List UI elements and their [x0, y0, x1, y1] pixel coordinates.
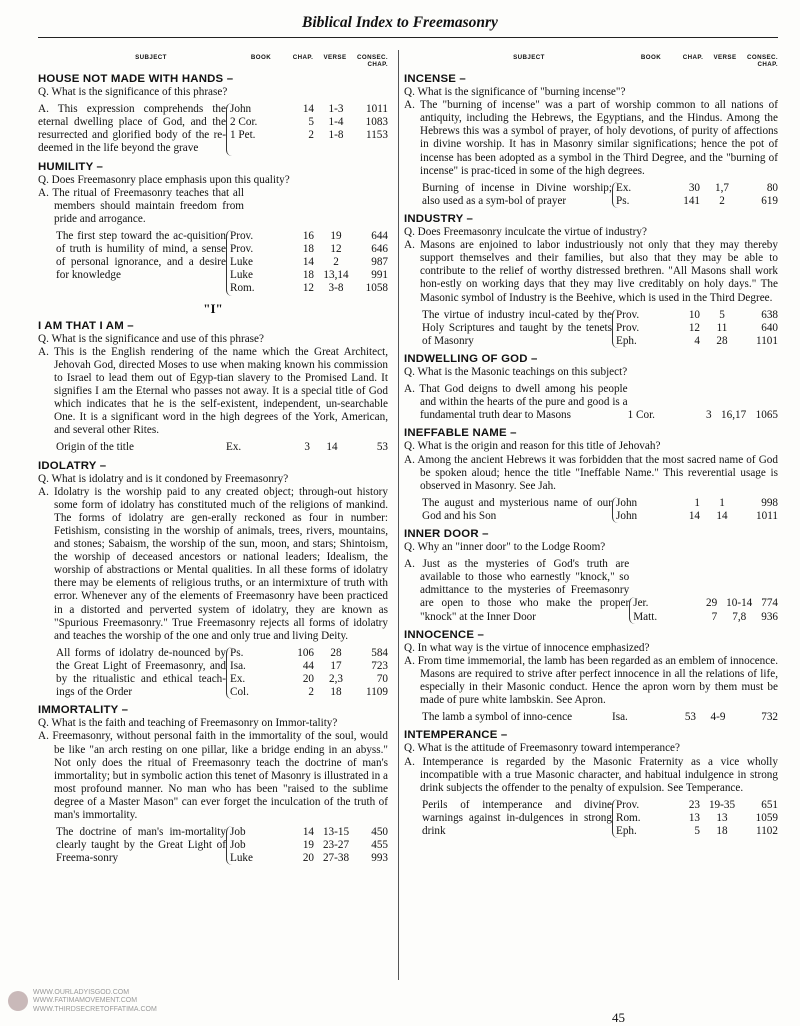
ref-consec: 619 — [761, 194, 778, 207]
ref-verse: 12 — [330, 243, 342, 256]
ref-verse: 14 — [326, 441, 338, 454]
ref-verse: 10-14 — [726, 597, 753, 610]
ref-verse: 13 — [716, 811, 728, 824]
ref-consec: 936 — [761, 610, 778, 623]
ref-chapter: 5 — [694, 824, 700, 837]
ref-book: Eph. — [616, 334, 637, 347]
ref-chapter: 18 — [302, 243, 314, 256]
ref-book: 1 Cor. — [627, 409, 655, 422]
scripture-ref-row — [616, 799, 778, 812]
ref-book: Isa. — [230, 659, 246, 672]
ref-chapter: 16 — [302, 230, 314, 243]
ref-consec: 1011 — [366, 103, 388, 116]
ref-book: Rom. — [616, 811, 641, 824]
ref-verse: 17 — [330, 659, 342, 672]
entry-idolatry: IDOLATRY – Q. What is idolatry and is it condoned by Freemasonry? A. Idolatry is the worship paid to any created object; through-out history some form of idolatry has constituted much of the religions of mankind. The forms of idolatry are gen-erally reckoned as four in number: Fetishism, consisting in the worship of animals, trees, rivers, mountains, and stones; Sabaism, the worship of the sun, moon, and stars; Shintoism, the worship of deceased ancestors or national leaders; Idealism, the worship of abstractions or Mental qualities. In all these forms of idolatry there may be elements of religious truths, or an intermixture of truth with error. Whenever any of the elements of Freemasonry have been practiced in a distorted and perverted system of idolatry, they are known as "Spurious Freemasonry." True Freemasonry rejects all forms of idolatry and teaches the worship of the one and only true and living Deity. All forms of idolatry de-nounced by the Great Light of Freemasonry, and by the ritualistic and ethical teach-ings of the Order Ps. 106 28 584 Isa. 44 17 723 Ex. 20 2,3 70 Col. 2 18 1109 — [38, 459, 388, 699]
ref-consec: 991 — [371, 269, 388, 282]
ref-consec: 774 — [761, 597, 778, 610]
scripture-ref-row — [612, 711, 778, 724]
scripture-ref-row — [628, 409, 778, 422]
scripture-ref-row — [616, 195, 778, 208]
ref-book: Jer. — [633, 597, 649, 610]
scripture-ref-row — [230, 852, 388, 865]
scripture-ref-row — [616, 335, 778, 348]
ref-chapter: 141 — [683, 194, 700, 207]
page-number: 45 — [612, 1010, 625, 1025]
scripture-ref-row — [230, 686, 388, 699]
ref-verse: 2 — [719, 194, 725, 207]
scripture-ref-row — [616, 182, 778, 195]
scripture-ref-row — [230, 256, 388, 269]
ref-book: Ex. — [226, 441, 242, 454]
ref-consec: 651 — [761, 798, 778, 811]
scripture-ref-row — [230, 660, 388, 673]
ref-verse: 1-8 — [328, 129, 344, 142]
column-divider — [398, 50, 399, 980]
ref-book: Ps. — [230, 646, 244, 659]
ref-consec: 644 — [371, 230, 388, 243]
ref-book: Ex. — [230, 673, 246, 686]
scripture-ref-row — [616, 322, 778, 335]
ref-consec: 723 — [371, 659, 388, 672]
scripture-ref-row — [616, 309, 778, 322]
ref-chapter: 7 — [711, 610, 718, 623]
ref-chapter: 44 — [302, 659, 314, 672]
ref-book: Prov. — [230, 230, 254, 243]
scripture-ref-row — [230, 116, 388, 129]
ref-verse: 1-3 — [328, 103, 344, 116]
ref-chapter: 106 — [297, 646, 314, 659]
ref-verse: 27-38 — [322, 852, 350, 865]
ref-verse: 28 — [330, 646, 342, 659]
entry-ineffable: INEFFABLE NAME – Q. What is the origin and reason for this title of Jehovah? A. Among the ancient Hebrews it was forbidden that the most sacred name of God be spoken aloud; hence the title "Ineffable Name." This reverential usage is observed in Masonry. See Jah. The august and mysterious name of our God and his Son John 1 1 998 John 14 14 1011 — [404, 427, 778, 522]
ref-book: Ex. — [616, 181, 632, 194]
ref-verse: 19-35 — [708, 798, 736, 811]
ref-consec: 1109 — [366, 686, 388, 699]
scripture-ref-row — [616, 825, 778, 838]
ref-chapter: 2 — [308, 129, 314, 142]
ref-consec: 646 — [371, 243, 388, 256]
entry-immortality: IMMORTALITY – Q. What is the faith and teaching of Freemasonry on Immor-tality? A. Freemasonry, without personal faith in the immortality of the soul, would be like "an arch resting on one pillar, like a bridge ending in an abyss." Not only does the ritual of Freemasonry teach the doctrine of man's immortality; but in symbolic action this tenet of Masonry is illustrated in a most profound manner. No man who has been "raised to the sublime degree of a Master Mason" can ever forget the inculcation of the truth of man's immortality. The doctrine of man's im-mortality clearly taught by the Great Light of Freema-sonry Job 14 13-15 450 Job 19 23-27 455 Luke 20 27-38 993 — [38, 704, 388, 865]
entry-indwelling: INDWELLING OF GOD – Q. What is the Masonic teachings on this subject? A. That God deigns to dwell among his people and within the hearts of the pure and good is a fundamental truth dear to Masons 1 Cor. 3 16,17 1065 — [404, 352, 778, 422]
scripture-ref-row — [230, 839, 388, 852]
ref-consec: 1058 — [365, 282, 388, 295]
ref-book: Prov. — [616, 308, 640, 321]
ref-consec: 987 — [371, 256, 388, 269]
scripture-ref-row — [616, 812, 778, 825]
ref-verse: 13,14 — [323, 269, 349, 282]
ref-book: 2 Cor. — [230, 116, 258, 129]
ref-chapter: 3 — [304, 441, 310, 454]
ref-verse: 16,17 — [721, 409, 747, 422]
ref-consec: 1153 — [366, 129, 388, 142]
ref-verse: 3-8 — [328, 282, 344, 295]
ref-consec: 450 — [371, 826, 388, 839]
ref-consec: 638 — [761, 308, 778, 321]
ref-chapter: 29 — [706, 597, 718, 610]
ref-book: John — [616, 496, 638, 509]
ref-book: Job — [230, 839, 246, 852]
entry-innerdoor: INNER DOOR – Q. Why an "inner door" to the Lodge Room? A. Just as the mysteries of God's truth are available to those who earnestly "knock," so admittance to the mysteries of Freemasonry are open to those who make the proper "knock" at the Inner Door Jer. 29 10-14 774 Matt. 7 7,8 936 — [404, 528, 778, 623]
ref-consec: 1083 — [365, 116, 388, 129]
section-letter: "I" — [203, 300, 223, 316]
ref-verse: 2 — [333, 256, 339, 269]
scripture-ref-row — [230, 103, 388, 116]
ref-book: Luke — [230, 256, 253, 269]
ref-chapter: 4 — [694, 334, 700, 347]
scripture-ref-row — [230, 243, 388, 256]
ref-book: 1 Pet. — [230, 129, 256, 142]
ref-chapter: 18 — [302, 269, 314, 282]
scripture-ref-row — [633, 611, 778, 624]
scripture-ref-row — [230, 647, 388, 660]
ref-chapter: 14 — [302, 256, 314, 269]
watermark-logo-icon — [8, 991, 28, 1011]
ref-consec: 584 — [371, 646, 388, 659]
ref-consec: 70 — [376, 673, 388, 686]
scripture-ref-row — [230, 673, 388, 686]
house-refs: A. This expression comprehends the eternal dwelling place of God, and the resurrected and glorified body of the re-deemed in the life beyond the grave John 14 1-3 1011 2 Cor. 5 1-4 1083 1 Pet. 2 1-8 1153 — [38, 103, 388, 155]
scripture-ref-row — [633, 597, 778, 610]
ref-verse: 4-9 — [710, 711, 726, 724]
ref-chapter: 30 — [688, 181, 700, 194]
ref-book: Col. — [230, 686, 249, 699]
ref-book: Job — [230, 826, 246, 839]
ref-consec: 993 — [371, 852, 388, 865]
ref-chapter: 2 — [308, 686, 314, 699]
ref-verse: 13-15 — [322, 826, 350, 839]
ref-book: Isa. — [612, 711, 628, 724]
scripture-ref-row — [230, 269, 388, 282]
ref-consec: 1011 — [756, 509, 778, 522]
scripture-ref-row — [616, 497, 778, 510]
scripture-ref-row — [230, 129, 388, 142]
ref-consec: 1101 — [756, 334, 778, 347]
ref-consec: 1065 — [755, 409, 778, 422]
scripture-ref-row — [226, 441, 388, 454]
ref-book: John — [616, 509, 638, 522]
ref-verse: 11 — [716, 321, 728, 334]
ref-verse: 19 — [330, 230, 342, 243]
ref-chapter: 19 — [302, 839, 314, 852]
ref-book: John — [230, 103, 252, 116]
entry-industry: INDUSTRY – Q. Does Freemasonry inculcate the virtue of industry? A. Masons are enjoined to labor industriously not only that they may thereby support themselves and their families, but also that they may be able to contribute to the relief of worthy distressed brethren. "All Masons shall work hon-estly on working days that they may live creditably on holy days." The Masonic symbol of Industry is the Beehive, which is used in the Third Degree. The virtue of industry incul-cated by the Holy Scriptures and taught by the tenets of Masonry Prov. 10 5 638 Prov. 12 11 640 Eph. 4 28 1101 — [404, 212, 778, 347]
ref-book: Eph. — [616, 824, 637, 837]
ref-verse: 5 — [719, 308, 725, 321]
ref-verse: 14 — [716, 509, 728, 522]
footer-url[interactable]: WWW.THIRDSECRETOFFATIMA.COM — [33, 1005, 157, 1013]
ref-chapter: 5 — [308, 116, 314, 129]
ref-verse: 23-27 — [322, 839, 350, 852]
left-column — [38, 54, 388, 867]
ref-chapter: 14 — [302, 103, 314, 116]
ref-book: Luke — [230, 269, 253, 282]
entry-iam: I AM THAT I AM – Q. What is the significance and use of this phrase? A. This is the English rendering of the name which the Great Architect, Jehovah God, directed Moses to use when making known his commission to Israel to lead them out of Egyp-tian slavery to the Promised Land. It signifies I am the Eternal who passes not away. It is a special title of God which indicates that he is the self-existent, independent, un-searchable One. It is a significant word in the high degrees of the York, American, and several other Rites. Origin of the title Ex. 3 14 53 — [38, 319, 388, 454]
scripture-ref-row — [230, 826, 388, 839]
ref-chapter: 14 — [302, 826, 314, 839]
entry-intemperance: INTEMPERANCE – Q. What is the attitude of Freemasonry toward intemperance? A. Intemperance is regarded by the Masonic Fraternity as a vice wholly incompatible with a true Masonic character, and habitual indulgence in strong drink subjects the offender to the penalty of expulsion. See Temperance. Perils of intemperance and divine warnings against in-dulgences in strong drink Prov. 23 19-35 651 Rom. 13 13 1059 Eph. 5 18 1102 — [404, 729, 778, 837]
ref-verse: 1-4 — [328, 116, 344, 129]
ref-consec: 640 — [761, 321, 778, 334]
ref-book: Prov. — [616, 321, 640, 334]
ref-verse: 2,3 — [329, 673, 343, 686]
ref-consec: 732 — [761, 711, 778, 724]
entry-incense: INCENSE – Q. What is the significance of "burning incense"? A. The "burning of incense" was a part of worship common to all nations of antiquity, including the Hebrews, the Egyptians, and the Hindus. Among the Hebrews this was a symbol of prayer, of holy devotions, of purity of affections in divine worship. It has in Masonry similar significations; hence the pot of incense has been adopted as a symbol in the Third Degree, and the "burning of incense" is prac-ticed in some of the high degrees. Burning of incense in Divine worship; also used as a sym-bol of prayer Ex. 30 1,7 80 Ps. 141 2 619 — [404, 73, 778, 207]
ref-verse: 28 — [716, 334, 728, 347]
footer-url[interactable]: WWW.OURLADYISGOD.COM — [33, 988, 130, 996]
ref-verse: 18 — [716, 824, 728, 837]
ref-chapter: 12 — [302, 282, 314, 295]
ref-chapter: 1 — [694, 496, 700, 509]
scripture-ref-row — [230, 282, 388, 295]
ref-consec: 80 — [766, 181, 778, 194]
ref-chapter: 13 — [688, 811, 700, 824]
ref-verse: 1 — [719, 496, 725, 509]
ref-verse: 1,7 — [715, 181, 729, 194]
ref-chapter: 23 — [688, 798, 700, 811]
ref-chapter: 53 — [684, 711, 696, 724]
ref-consec: 998 — [761, 496, 778, 509]
ref-consec: 53 — [376, 441, 388, 454]
ref-consec: 1102 — [756, 824, 778, 837]
ref-consec: 455 — [371, 839, 388, 852]
column-headers-left: SUBJECT BOOK CHAP. VERSE CONSEC. CHAP. — [135, 54, 388, 68]
entry-house: HOUSE NOT MADE WITH HANDS – Q. What is the significance of this phrase? A. This expression comprehends the eternal dwelling place of God, and the resurrected and glorified body of the re-deemed in the life beyond the grave John 14 1-3 1011 2 Cor. 5 1-4 1083 1 Pet. 2 1-8 1153 — [38, 73, 388, 155]
ref-book: Luke — [230, 852, 253, 865]
ref-verse: 7,8 — [732, 610, 747, 623]
ref-chapter: 3 — [706, 409, 712, 422]
ref-chapter: 20 — [302, 673, 314, 686]
ref-book: Matt. — [633, 610, 658, 623]
ref-book: Ps. — [616, 194, 630, 207]
page-header: Biblical Index to Freemasonry — [302, 14, 498, 31]
ref-chapter: 20 — [302, 852, 314, 865]
entry-innocence: INNOCENCE – Q. In what way is the virtue of innocence emphasized? A. From time immemorial, the lamb has been regarded as an emblem of innocence. Masons are required to strive after perfect innocence in all the relations of life, especially in their Masonic conduct. Hence the apron worn by them must be made of pure white lambskin. See Apron. The lamb a symbol of inno-cence Isa. 53 4-9 732 — [404, 628, 778, 724]
footer-url[interactable]: WWW.FATIMAMOVEMENT.COM — [33, 997, 138, 1004]
ref-verse: 18 — [330, 686, 342, 699]
ref-book: Rom. — [230, 282, 255, 295]
ref-book: Prov. — [616, 798, 640, 811]
entry-humility: HUMILITY – Q. Does Freemasonry place emphasis upon this quality? A. The ritual of Freemasonry teaches that all members should maintain freedom from pride and arrogance. The first step toward the ac-quisition of truth is humility of mind, a sense of personal ignorance, and a desire for knowledge Prov. 16 19 644 Prov. 18 12 646 Luke 14 2 987 Luke 18 13,14 991 Rom. 12 3-8 1058 — [38, 160, 388, 295]
ref-chapter: 14 — [688, 509, 700, 522]
ref-book: Prov. — [230, 243, 254, 256]
scripture-ref-row — [230, 230, 388, 243]
column-headers-right: SUBJECT BOOK CHAP. VERSE CONSEC. CHAP. — [513, 54, 778, 68]
ref-chapter: 10 — [688, 308, 700, 321]
ref-consec: 1059 — [755, 811, 778, 824]
footer-watermark — [8, 989, 157, 1015]
right-column — [404, 54, 778, 840]
scripture-ref-row — [616, 510, 778, 523]
header-rule — [38, 37, 778, 38]
ref-chapter: 12 — [688, 321, 700, 334]
